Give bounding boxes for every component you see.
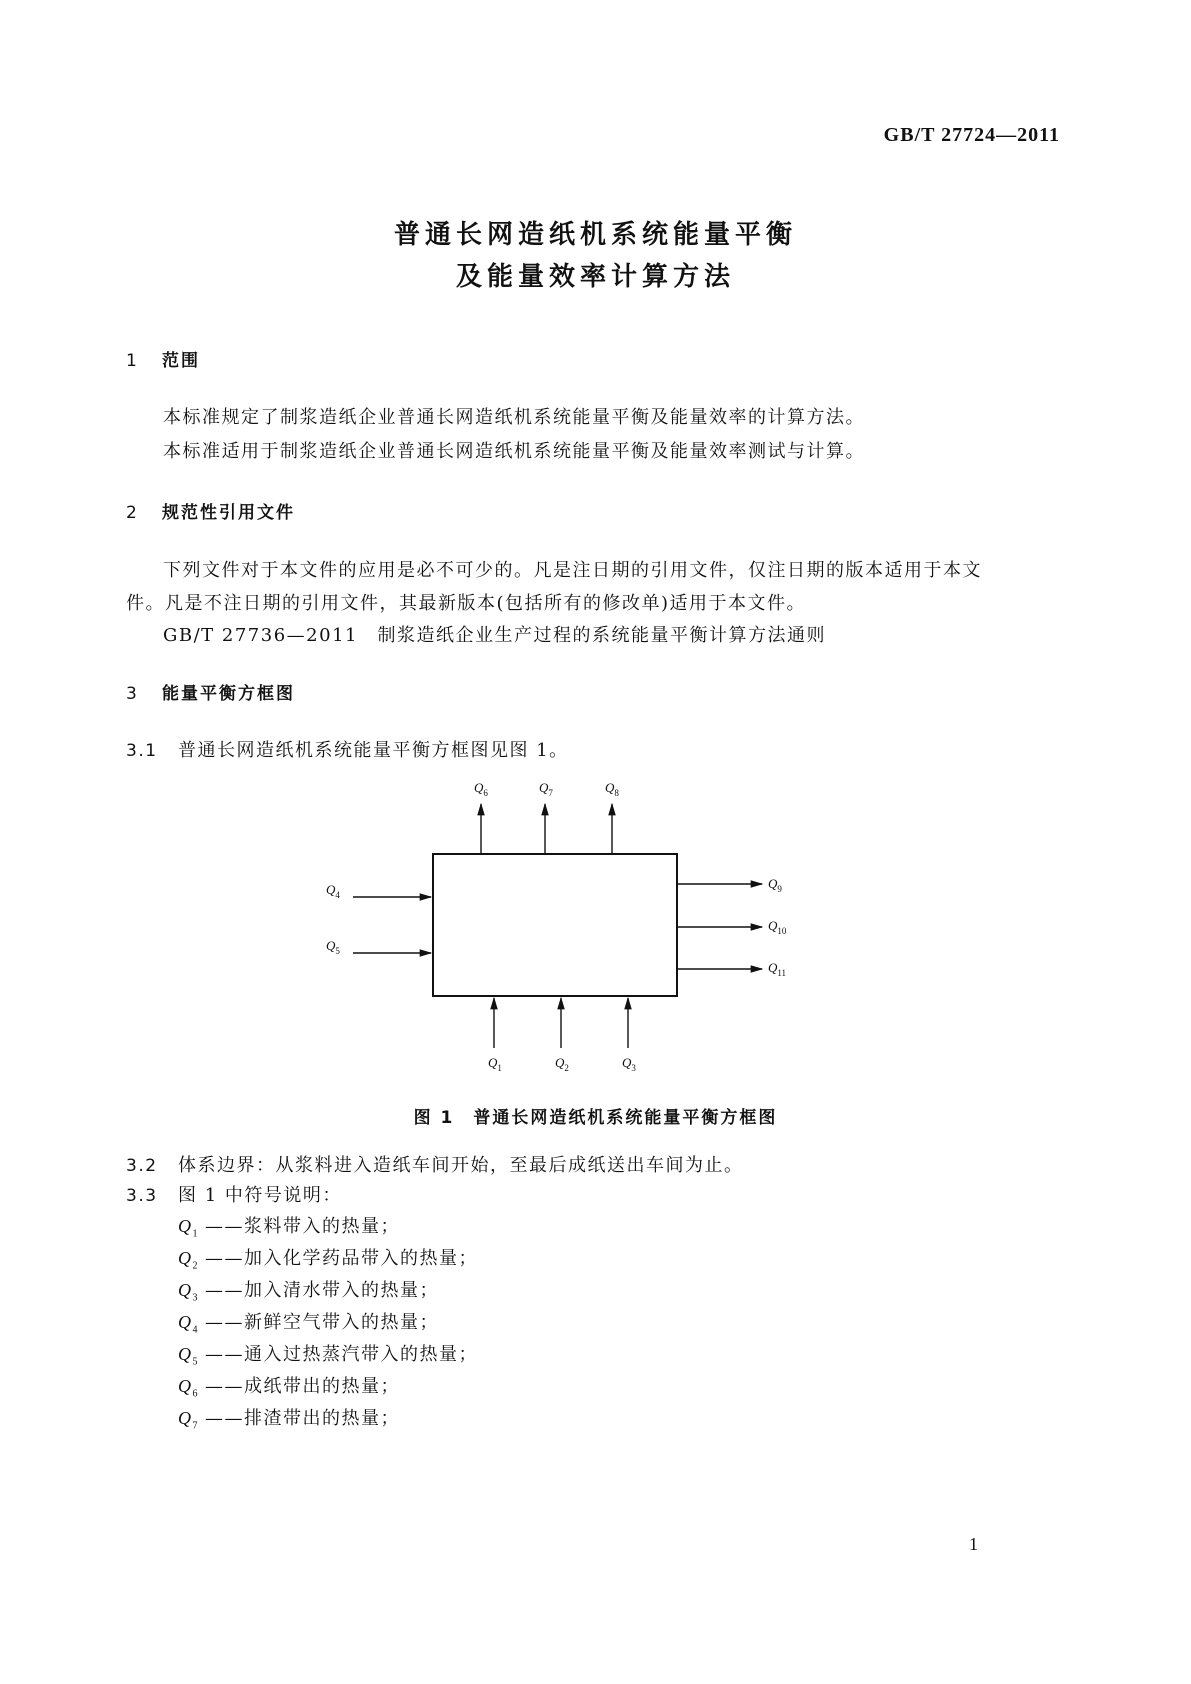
label-q7: $Q_7$ — [539, 780, 553, 798]
symbol-description: ——排渣带出的热量； — [205, 1408, 400, 1429]
section-1-paragraph-2: 本标准适用于制浆造纸企业普通长网造纸机系统能量平衡及能量效率测试与计算。 — [163, 441, 865, 462]
symbol-label: $Q_7$ — [178, 1408, 199, 1432]
document-title-line1: 普通长网造纸机系统能量平衡 — [393, 220, 797, 250]
section-title: 能量平衡方框图 — [162, 684, 295, 704]
document-title-line2: 及能量效率计算方法 — [455, 262, 735, 292]
clause-text: 体系边界：从浆料进入造纸车间开始，至最后成纸送出车间为止。 — [178, 1155, 744, 1176]
symbol-item — [178, 1212, 400, 1240]
label-q1: $Q_1$ — [488, 1055, 502, 1073]
symbol-item — [178, 1340, 478, 1368]
symbol-description: ——新鲜空气带入的热量； — [205, 1312, 439, 1333]
clause-3-3 — [126, 1181, 342, 1207]
section-2-paragraph-line1: 下列文件对于本文件的应用是必不可少的。凡是注日期的引用文件，仅注日期的版本适用于本文 — [163, 560, 982, 581]
symbol-item — [178, 1372, 400, 1400]
symbol-label: $Q_2$ — [178, 1248, 199, 1272]
clause-3-1 — [126, 736, 569, 762]
label-q3: $Q_3$ — [622, 1055, 636, 1073]
clause-number: 3.3 — [126, 1186, 158, 1206]
symbol-label: $Q_3$ — [178, 1280, 199, 1304]
section-1-paragraph-1: 本标准规定了制浆造纸企业普通长网造纸机系统能量平衡及能量效率的计算方法。 — [163, 407, 865, 428]
symbol-item — [178, 1276, 439, 1304]
label-q5: $Q_5$ — [326, 938, 340, 956]
symbol-label: $Q_6$ — [178, 1376, 199, 1400]
label-q2: $Q_2$ — [555, 1055, 569, 1073]
section-number: 2 — [126, 503, 139, 523]
symbol-label: $Q_1$ — [178, 1216, 199, 1240]
label-q4: $Q_4$ — [326, 882, 340, 900]
section-2-heading — [126, 498, 295, 523]
page-number: 1 — [969, 1534, 978, 1554]
symbol-description: ——通入过热蒸汽带入的热量； — [205, 1344, 478, 1365]
clause-number: 3.1 — [126, 741, 158, 761]
symbol-item — [178, 1404, 400, 1432]
figure-caption: 图 1 普通长网造纸机系统能量平衡方框图 — [413, 1108, 778, 1128]
label-q11: $Q_{11}$ — [768, 960, 787, 978]
symbol-description: ——浆料带入的热量； — [205, 1216, 400, 1237]
section-number: 3 — [126, 684, 139, 704]
symbol-description: ——成纸带出的热量； — [205, 1376, 400, 1397]
normative-reference: GB/T 27736—2011 制浆造纸企业生产过程的系统能量平衡计算方法通则 — [163, 625, 826, 646]
section-3-heading — [126, 679, 295, 704]
symbol-label: $Q_5$ — [178, 1344, 199, 1368]
clause-number: 3.2 — [126, 1156, 158, 1176]
system-boundary-box — [433, 854, 677, 996]
symbol-description: ——加入清水带入的热量； — [205, 1280, 439, 1301]
section-number: 1 — [126, 351, 139, 371]
section-1-heading — [126, 346, 200, 371]
symbol-item — [178, 1308, 439, 1336]
clause-text: 图 1 中符号说明： — [178, 1185, 342, 1206]
label-q10: $Q_{10}$ — [768, 918, 787, 936]
clause-3-2 — [126, 1151, 744, 1177]
clause-text: 普通长网造纸机系统能量平衡方框图见图 1。 — [178, 740, 569, 761]
standard-number: GB/T 27724—2011 — [883, 124, 1060, 146]
symbol-item — [178, 1244, 478, 1272]
symbol-description: ——加入化学药品带入的热量； — [205, 1248, 478, 1269]
energy-balance-block-diagram — [0, 770, 1191, 1100]
label-q8: $Q_8$ — [605, 780, 619, 798]
label-q9: $Q_9$ — [768, 876, 782, 894]
symbol-label: $Q_4$ — [178, 1312, 199, 1336]
section-title: 范围 — [162, 351, 200, 371]
label-q6: $Q_6$ — [474, 780, 488, 798]
section-title: 规范性引用文件 — [162, 503, 295, 523]
section-2-paragraph-line2: 件。凡是不注日期的引用文件，其最新版本(包括所有的修改单)适用于本文件。 — [126, 593, 807, 614]
